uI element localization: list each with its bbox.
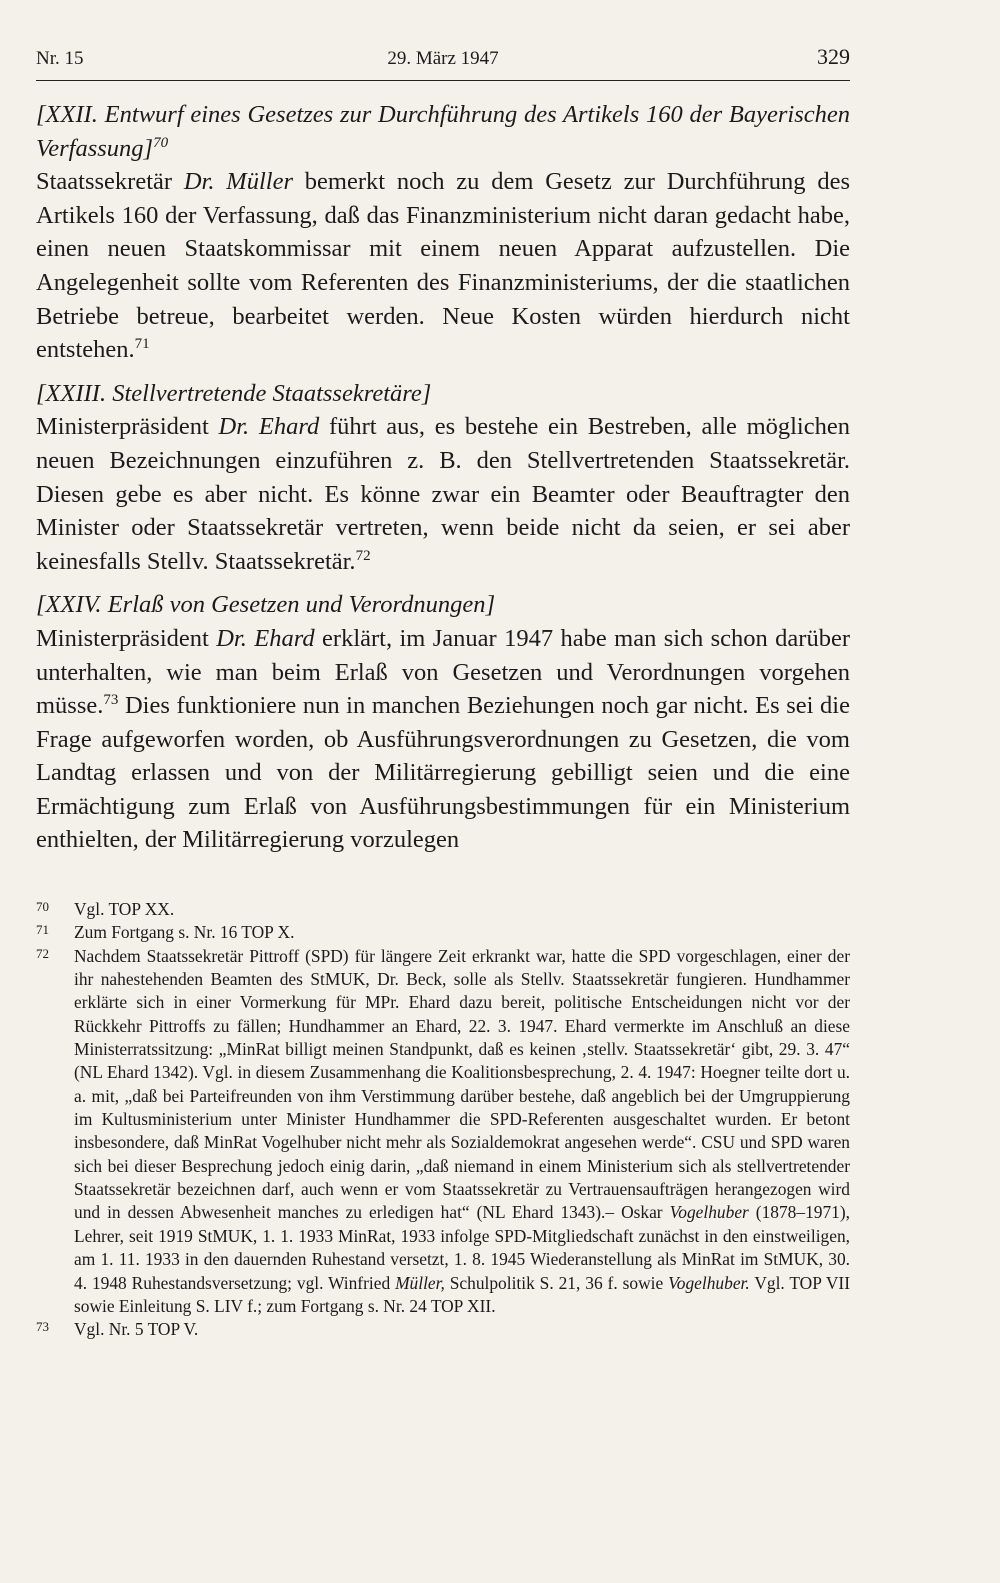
heading-bracket-close: ] [421, 379, 432, 407]
footnote-71 [36, 921, 850, 944]
footnote-italic-author: Müller, [395, 1272, 445, 1293]
paragraph-text-continued: Dies funktioniere nun in manchen Beziehungen noch gar nicht. Es sei die Frage aufgeworfen worden, ob Ausführungsverordnungen zu Gesetzen, die vom Landtag erlassen und von der Militärregierung gebilligt seien und die eine Ermächtigung zum Erlaß von Ausführungsbestimmungen für ein Ministerium enthielten, der Militärregierung vorzulegen [36, 692, 850, 854]
speaker-name: Dr. Ehard [216, 624, 315, 652]
footnote-70 [36, 898, 850, 921]
paragraph-text: bemerkt noch zu dem Gesetz zur Durchführung des Artikels 160 der Verfassung, daß das Finanzministerium nicht daran gedacht habe, einen neuen Staatskommissar mit einem neuen Apparat aufzustellen. Die Angelegenheit sollte vom Referenten des Finanzministeriums, der die staatlichen Betriebe betreue, bearbeitet werden. Neue Kosten würden hierdurch nicht entstehen. [36, 168, 850, 364]
heading-title: Erlaß von Gesetzen und Verordnungen [107, 591, 486, 619]
speaker-name: Dr. Müller [183, 168, 293, 196]
footnote-ref: 73 [103, 692, 119, 709]
footnote-number: 70 [36, 899, 49, 914]
footnote-72 [36, 945, 850, 1319]
speaker-title: Ministerpräsident [36, 413, 219, 441]
speaker-title: Staatssekretär [36, 168, 184, 196]
paragraph-text: erklärt, im Januar 1947 habe man sich schon darüber unterhalten, wie man beim Erlaß von Gesetzen und Verordnungen vorgehen müsse. [36, 624, 850, 720]
footnote-ref: 72 [355, 547, 371, 564]
speaker-title: Ministerpräsident [36, 624, 217, 652]
section-paragraph-xxii [36, 165, 850, 367]
heading-bracket-open: [XXII. [36, 101, 105, 128]
header-rule [36, 80, 850, 81]
section-paragraph-xxiii [36, 410, 850, 578]
heading-bracket-open: [XXIV. [36, 591, 108, 619]
speaker-name: Dr. Ehard [218, 413, 320, 441]
footnote-ref: 71 [134, 336, 150, 353]
section-heading-xxii [36, 98, 850, 165]
main-text [36, 98, 850, 857]
footnote-text: Vgl. TOP VII sowie Einleitung S. LIV f.; zum Fortgang s. Nr. 24 TOP XII. [74, 1272, 850, 1316]
footnote-italic-name: Vogelhuber. [668, 1272, 750, 1293]
running-header [36, 44, 850, 78]
document-date: 29. März 1947 [387, 48, 499, 69]
footnote-text: Nachdem Staatssekretär Pittroff (SPD) für längere Zeit erkrankt war, hatte die SPD vorgeschlagen, einer der ihr nahestehenden Beamten des StMUK, Dr. Beck, solle als Stellv. Staatssekretär fungieren. Hundhammer erklärte sich in einer Vormerkung für MPr. Ehard dazu bereit, politische Entscheidungen nicht vor der Rückkehr Pittroffs zu fällen; Hundhammer an Ehard, 22. 3. 1947. Ehard vermerkte im Anschluß an diese Ministerratssitzung: „MinRat billigt meinen Standpunkt, daß es keinen ‚stellv. Staatssekretär‘ gibt, 29. 3. 47“ (NL Ehard 1342). Vgl. in diesem Zusammenhang die Koalitionsbesprechung, 2. 4. 1947: Hoegner teilte dort u. a. mit, „daß bei Parteifreunden von ihm Verstimmung darüber bestehe, daß angeblich bei der Umgruppierung im Kultusministerium unter Minister Hundhammer die SPD-Referenten ausgeschaltet wurden. Er betont insbesondere, daß MinRat Vogelhuber nicht mehr als Sozialdemokrat angesehen werde“. CSU und SPD waren sich bei dieser Besprechung jedoch einig darin, „daß niemand in einem Ministerium sich als stellvertretender Staatssekretär bezeichnen darf, auch wenn er vom Staatssekretär zu Vertrauensaufträgen herangezogen wird und in dessen Abwesenheit manches zu erledigen hat“ (NL Ehard 1343).– Oskar [74, 945, 850, 1223]
footnote-text: Schulpolitik S. 21, 36 f. sowie [444, 1272, 669, 1293]
footnote-text: Vgl. Nr. 5 TOP V. [74, 1319, 199, 1340]
page-number: 329 [817, 44, 850, 69]
footnote-text: (1878–1971), Lehrer, seit 1919 StMUK, 1. 1. 1933 MinRat, 1933 infolge SPD-Mitgliedschaft zunächst in den einstweiligen, am 1. 11. 1933 in den dauernden Ruhestand versetzt, 1. 8. 1945 Wiederanstellung als MinRat im StMUK, 30. 4. 1948 Ruhestandsversetzung; vgl. Winfried [74, 1202, 850, 1293]
section-heading-xxiii [36, 377, 850, 411]
heading-bracket-close: ] [143, 134, 154, 162]
paragraph-text: führt aus, es bestehe ein Bestreben, alle möglichen neuen Bezeichnungen einzuführen z. B. den Stellvertretenden Staatssekretär. Diesen gebe es aber nicht. Es könne zwar ein Beamter oder Beauftragter den Minister oder Staatssekretär vertreten, wenn beide nicht da seien, er sei aber keinesfalls Stellv. Staatssekretär. [36, 413, 850, 575]
footnote-ref: 70 [153, 134, 169, 151]
heading-bracket-close: ] [485, 591, 496, 619]
footnote-number: 72 [36, 945, 49, 961]
heading-title: Stellvertretende Staatssekretäre [112, 379, 422, 407]
heading-bracket-open: [XXIII. [36, 379, 113, 407]
document-page [36, 0, 850, 1583]
footnote-text: Zum Fortgang s. Nr. 16 TOP X. [74, 922, 295, 943]
section-paragraph-xxiv [36, 622, 850, 857]
footnote-73 [36, 1318, 850, 1341]
footnote-number: 73 [36, 1319, 49, 1335]
footnote-text: Vgl. TOP XX. [74, 899, 175, 919]
footnotes [36, 898, 850, 1342]
document-number: Nr. 15 [36, 48, 84, 69]
heading-title: Entwurf eines Gesetzes zur Durchführung des Artikels 160 der Bayerischen Verfassung [36, 101, 850, 162]
footnote-italic-name: Vogelhuber [669, 1202, 749, 1223]
footnote-number: 71 [36, 922, 49, 938]
section-heading-xxiv [36, 588, 850, 622]
